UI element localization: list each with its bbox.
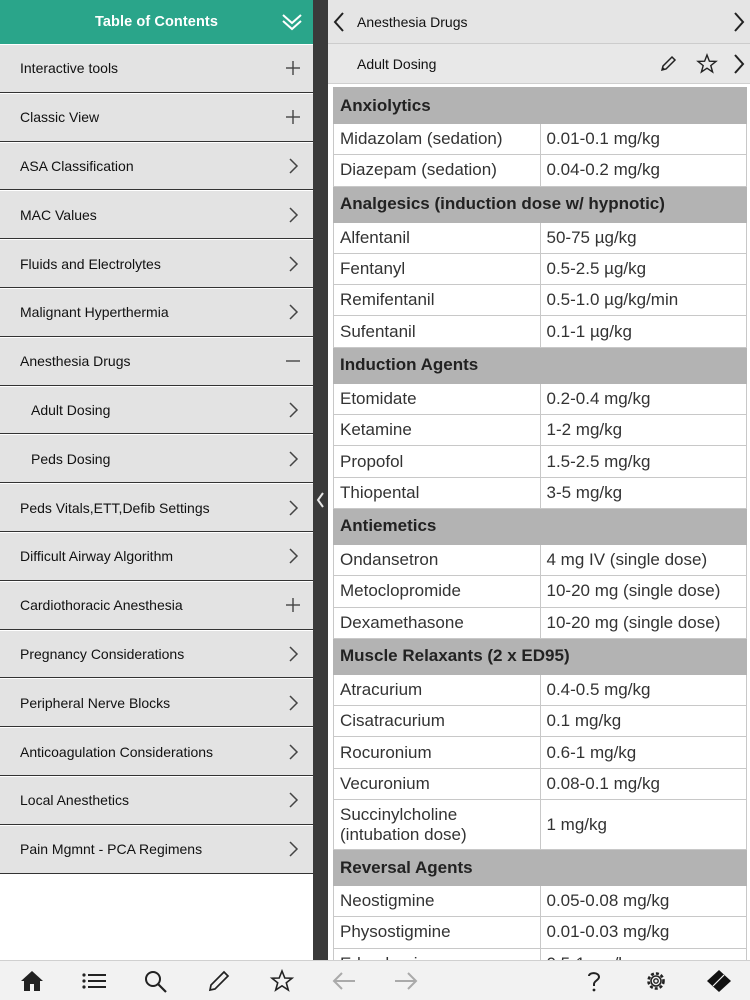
sidebar-item-label: Fluids and Electrolytes — [20, 255, 161, 272]
sidebar-item-label: Classic View — [20, 109, 100, 126]
chevron-right-icon[interactable] — [285, 207, 301, 223]
collapse-chevrons-icon[interactable] — [281, 11, 303, 33]
section-header-row — [334, 186, 747, 222]
table-row — [334, 800, 747, 850]
content-pane — [328, 0, 750, 960]
table-row — [334, 706, 747, 737]
dose-cell: 0.2-0.4 mg/kg — [540, 383, 747, 414]
table-row — [334, 737, 747, 768]
drug-name-cell: Dexamethasone — [334, 607, 541, 638]
drug-name-cell: Vecuronium — [334, 768, 541, 799]
drug-name-cell: Rocuronium — [334, 737, 541, 768]
drug-name-cell: Metoclopromide — [334, 576, 541, 607]
sidebar-item-label: Difficult Airway Algorithm — [20, 548, 174, 565]
sidebar-item-peripheral-nerve-blocks[interactable] — [0, 678, 313, 727]
dose-cell: 3-5 mg/kg — [540, 477, 747, 508]
section-header-row — [334, 347, 747, 383]
sidebar-item-label: Anesthesia Drugs — [20, 353, 131, 370]
chevron-right-icon[interactable] — [285, 304, 301, 320]
section-header: Anxiolytics — [334, 88, 747, 124]
dosing-table-container[interactable] — [333, 87, 747, 980]
dose-cell: 0.5-2.5 µg/kg — [540, 253, 747, 284]
sidebar-item-anticoagulation-considerations[interactable] — [0, 727, 313, 776]
split-divider[interactable] — [313, 0, 328, 960]
chevron-right-icon[interactable] — [285, 451, 301, 467]
search-icon[interactable] — [143, 969, 169, 993]
eraser-icon[interactable] — [706, 969, 732, 993]
drug-name-cell: Remifentanil — [334, 285, 541, 316]
section-header: Antiemetics — [334, 508, 747, 544]
section-header: Analgesics (induction dose w/ hypnotic) — [334, 186, 747, 222]
sidebar-item-label: Pain Mgmnt - PCA Regimens — [20, 841, 203, 858]
dose-cell: 1 mg/kg — [540, 800, 747, 850]
drug-name-cell: Alfentanil — [334, 222, 541, 253]
section-header: Muscle Relaxants (2 x ED95) — [334, 638, 747, 674]
sidebar-item-label: Peds Dosing — [31, 450, 111, 467]
page-title: Adult Dosing — [357, 55, 437, 72]
minus-icon[interactable] — [285, 353, 301, 369]
table-row — [334, 222, 747, 253]
dose-cell: 0.5-1.0 µg/kg/min — [540, 285, 747, 316]
drug-name-cell: Succinylcholine (intubation dose) — [334, 800, 541, 850]
dose-cell: 0.1 mg/kg — [540, 706, 747, 737]
bookmark-star-icon[interactable] — [697, 53, 717, 75]
sidebar-item-local-anesthetics[interactable] — [0, 776, 313, 825]
table-row — [334, 607, 747, 638]
drug-name-cell: Propofol — [334, 446, 541, 477]
drug-name-cell: Ondansetron — [334, 544, 541, 575]
drug-name-cell: Neostigmine — [334, 886, 541, 917]
sidebar-item-label: Anticoagulation Considerations — [20, 743, 214, 760]
drug-name-cell: Ketamine — [334, 415, 541, 446]
chevron-right-icon[interactable] — [285, 158, 301, 174]
sidebar-item-label: Malignant Hyperthermia — [20, 304, 169, 321]
dose-cell: 0.01-0.03 mg/kg — [540, 917, 747, 948]
table-row — [334, 917, 747, 948]
drug-name-cell: Cisatracurium — [334, 706, 541, 737]
help-icon[interactable] — [581, 969, 607, 993]
dose-cell: 10-20 mg (single dose) — [540, 576, 747, 607]
sidebar-item-cardiothoracic-anesthesia[interactable] — [0, 581, 313, 630]
dose-cell: 0.6-1 mg/kg — [540, 737, 747, 768]
section-header-row — [334, 638, 747, 674]
page-nav-bar — [328, 44, 750, 84]
toc-title: Table of Contents — [94, 14, 219, 30]
list-icon[interactable] — [81, 969, 107, 993]
chevron-right-icon[interactable] — [285, 744, 301, 760]
dosing-table — [333, 87, 747, 980]
dose-cell: 50-75 µg/kg — [540, 222, 747, 253]
table-row — [334, 383, 747, 414]
star-icon[interactable] — [269, 969, 295, 993]
table-row — [334, 155, 747, 186]
dose-cell: 0.1-1 µg/kg — [540, 316, 747, 347]
sidebar-item-fluids-and-electrolytes[interactable] — [0, 239, 313, 288]
table-row — [334, 544, 747, 575]
edit-icon[interactable] — [206, 969, 232, 993]
sidebar-item-classic-view[interactable] — [0, 93, 313, 142]
sidebar-item-pregnancy-considerations[interactable] — [0, 630, 313, 679]
sidebar-item-label: MAC Values — [20, 206, 97, 223]
drug-name-cell: Etomidate — [334, 383, 541, 414]
sidebar-item-peds-vitals-ett-defib-settings[interactable] — [0, 483, 313, 532]
section-header: Reversal Agents — [334, 850, 747, 886]
sidebar-item-label: Local Anesthetics — [20, 792, 129, 809]
drug-name-cell: Physostigmine — [334, 917, 541, 948]
sidebar-item-label: Cardiothoracic Anesthesia — [20, 597, 183, 614]
toc-list — [0, 44, 313, 874]
dose-cell: 4 mg IV (single dose) — [540, 544, 747, 575]
plus-icon[interactable] — [285, 109, 301, 125]
drug-name-cell: Sufentanil — [334, 316, 541, 347]
table-row — [334, 316, 747, 347]
table-row — [334, 768, 747, 799]
sidebar-item-interactive-tools[interactable] — [0, 44, 313, 93]
dose-cell: 1.5-2.5 mg/kg — [540, 446, 747, 477]
sidebar-item-label: Interactive tools — [20, 60, 119, 77]
sidebar-item-mac-values[interactable] — [0, 190, 313, 239]
chevron-right-icon[interactable] — [728, 53, 748, 75]
table-row — [334, 576, 747, 607]
drug-name-cell: Atracurium — [334, 674, 541, 705]
section-header-row — [334, 850, 747, 886]
chevron-right-icon[interactable] — [285, 548, 301, 564]
sidebar-item-pain-mgmnt-pca-regimens[interactable] — [0, 825, 313, 874]
chevron-right-icon[interactable] — [285, 646, 301, 662]
back-arrow-icon[interactable] — [331, 969, 357, 993]
dose-cell: 1-2 mg/kg — [540, 415, 747, 446]
section-header-row — [334, 508, 747, 544]
section-title: Anesthesia Drugs — [357, 13, 468, 30]
chevron-right-icon[interactable] — [285, 792, 301, 808]
toc-header — [0, 0, 313, 44]
dose-cell: 0.04-0.2 mg/kg — [540, 155, 747, 186]
section-header: Induction Agents — [334, 347, 747, 383]
table-row — [334, 477, 747, 508]
sidebar-item-asa-classification[interactable] — [0, 142, 313, 191]
edit-icon[interactable] — [658, 53, 678, 75]
collapse-sidebar-handle-icon[interactable] — [315, 490, 326, 510]
table-row — [334, 415, 747, 446]
dose-cell: 0.4-0.5 mg/kg — [540, 674, 747, 705]
sidebar-item-label: Pregnancy Considerations — [20, 645, 185, 662]
dose-cell: 0.05-0.08 mg/kg — [540, 886, 747, 917]
sidebar-item-anesthesia-drugs[interactable] — [0, 337, 313, 386]
sidebar-item-adult-dosing[interactable] — [0, 386, 313, 435]
sidebar-item-malignant-hyperthermia[interactable] — [0, 288, 313, 337]
table-row — [334, 253, 747, 284]
plus-icon[interactable] — [285, 597, 301, 613]
dose-cell: 0.08-0.1 mg/kg — [540, 768, 747, 799]
section-nav-bar — [328, 0, 750, 44]
drug-name-cell: Midazolam (sedation) — [334, 124, 541, 155]
drug-name-cell: Diazepam (sedation) — [334, 155, 541, 186]
chevron-right-icon[interactable] — [285, 500, 301, 516]
home-icon[interactable] — [19, 969, 45, 993]
forward-arrow-icon[interactable] — [393, 969, 419, 993]
table-row — [334, 446, 747, 477]
sidebar-item-difficult-airway-algorithm[interactable] — [0, 532, 313, 581]
chevron-right-icon[interactable] — [285, 402, 301, 418]
table-row — [334, 886, 747, 917]
sidebar-item-label: Adult Dosing — [31, 401, 111, 418]
sidebar-item-label: Peds Vitals,ETT,Defib Settings — [20, 499, 210, 516]
table-row — [334, 124, 747, 155]
table-of-contents-sidebar — [0, 0, 313, 960]
chevron-right-icon[interactable] — [285, 256, 301, 272]
dose-cell: 10-20 mg (single dose) — [540, 607, 747, 638]
sidebar-item-label: ASA Classification — [20, 157, 134, 174]
section-header-row — [334, 88, 747, 124]
sidebar-item-label: Peripheral Nerve Blocks — [20, 694, 171, 711]
table-row — [334, 674, 747, 705]
chevron-right-icon[interactable] — [285, 695, 301, 711]
chevron-right-icon[interactable] — [285, 841, 301, 857]
sidebar-item-peds-dosing[interactable] — [0, 434, 313, 483]
bottom-toolbar — [0, 960, 750, 1000]
plus-icon[interactable] — [285, 60, 301, 76]
chevron-left-icon[interactable] — [330, 11, 350, 33]
settings-icon[interactable] — [643, 969, 669, 993]
dose-cell: 0.01-0.1 mg/kg — [540, 124, 747, 155]
table-row — [334, 285, 747, 316]
drug-name-cell: Thiopental — [334, 477, 541, 508]
drug-name-cell: Fentanyl — [334, 253, 541, 284]
chevron-right-icon[interactable] — [728, 11, 748, 33]
